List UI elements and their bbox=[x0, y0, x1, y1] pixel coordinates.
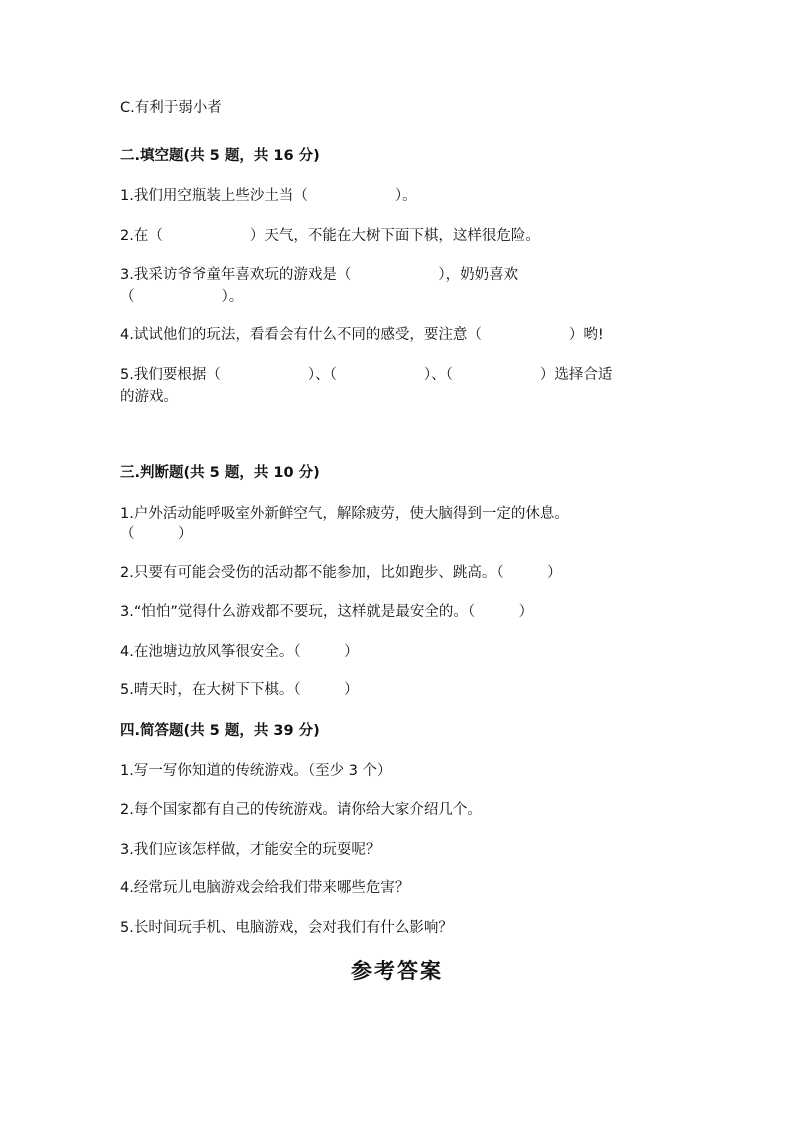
fill-section-heading: 二.填空题(共 5 题，共 16 分) bbox=[120, 148, 320, 164]
judge-question-1-line-2: （ ） bbox=[120, 526, 193, 542]
fill-question-3-line-2: （ ）。 bbox=[120, 289, 244, 305]
answer-key-title: 参考答案 bbox=[351, 958, 443, 983]
fill-question-4: 4.试试他们的玩法，看看会有什么不同的感受，要注意（ ）哟! bbox=[120, 327, 604, 343]
judge-question-3: 3.“怕怕”觉得什么游戏都不要玩，这样就是最安全的。（ ） bbox=[120, 604, 534, 620]
fill-question-2: 2.在（ ）天气，不能在大树下面下棋，这样很危险。 bbox=[120, 228, 540, 244]
short-question-5: 5.长时间玩手机、电脑游戏，会对我们有什么影响？ bbox=[120, 920, 453, 936]
judge-section-heading: 三.判断题(共 5 题，共 10 分) bbox=[120, 465, 320, 481]
fill-question-5-line-2: 的游戏。 bbox=[120, 389, 178, 405]
judge-question-2: 2.只要有可能会受伤的活动都不能参加，比如跑步、跳高。（ ） bbox=[120, 565, 562, 581]
short-question-4: 4.经常玩儿电脑游戏会给我们带来哪些危害？ bbox=[120, 880, 410, 896]
short-question-2: 2.每个国家都有自己的传统游戏。请你给大家介绍几个。 bbox=[120, 802, 482, 818]
judge-question-5: 5.晴天时，在大树下下棋。（ ） bbox=[120, 682, 359, 698]
fill-question-1: 1.我们用空瓶装上些沙土当（ ）。 bbox=[120, 188, 417, 204]
short-question-3: 3.我们应该怎样做，才能安全的玩耍呢？ bbox=[120, 842, 381, 858]
fill-question-3-line-1: 3.我采访爷爷童年喜欢玩的游戏是（ ），奶奶喜欢 bbox=[120, 267, 519, 283]
short-question-1: 1.写一写你知道的传统游戏。（至少 3 个） bbox=[120, 763, 392, 779]
judge-question-1-line-1: 1.户外活动能呼吸室外新鲜空气，解除疲劳，使大脑得到一定的休息。 bbox=[120, 506, 569, 522]
judge-question-4: 4.在池塘边放风筝很安全。（ ） bbox=[120, 644, 359, 660]
prev-question-option-c: C.有利于弱小者 bbox=[120, 100, 222, 116]
fill-question-5-line-1: 5.我们要根据（ ）、（ ）、（ ）选择合适 bbox=[120, 367, 613, 383]
short-section-heading: 四.简答题(共 5 题，共 39 分) bbox=[120, 723, 320, 739]
